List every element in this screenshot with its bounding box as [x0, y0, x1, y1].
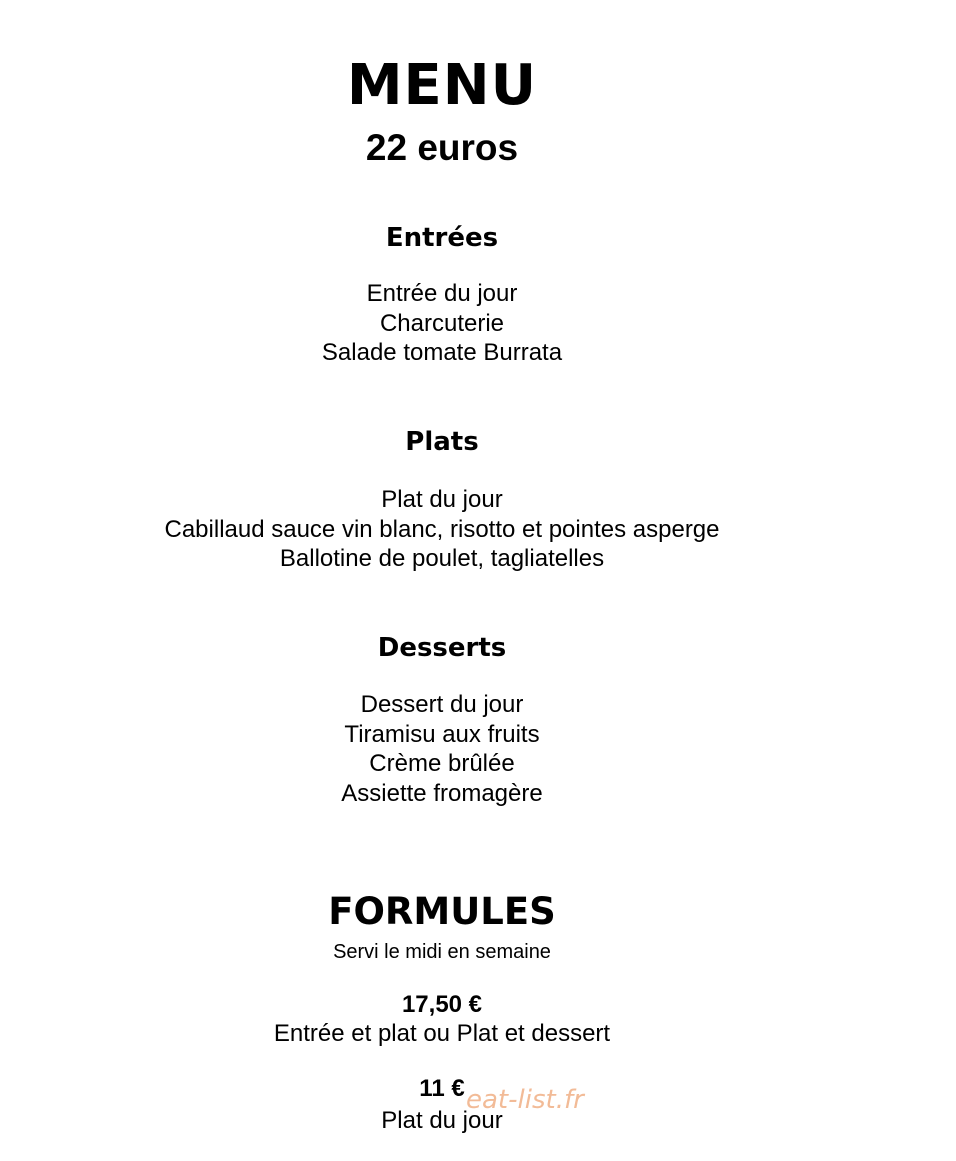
menu-item: Entrée du jour — [366, 280, 518, 307]
menu-item: Crème brûlée — [369, 750, 515, 777]
formule-price: 11 € — [419, 1075, 465, 1102]
menu-title: MENU — [346, 53, 538, 118]
menu-item: Tiramisu aux fruits — [344, 720, 540, 748]
formule-price: 17,50 € — [401, 991, 483, 1018]
formule-description: Entrée et plat ou Plat et dessert — [273, 1020, 611, 1047]
watermark: eat-list.fr — [466, 1085, 584, 1115]
menu-item: Ballotine de poulet, tagliatelles — [279, 545, 605, 572]
menu-item: Assiette fromagère — [341, 779, 543, 807]
menu-item: Cabillaud sauce vin blanc, risotto et pointes asperge — [164, 515, 720, 543]
menu-item: Salade tomate Burrata — [321, 339, 563, 366]
section-items-entrees — [0, 279, 884, 368]
menu-item: Charcuterie — [379, 309, 505, 337]
section-items-desserts — [0, 690, 884, 808]
formule-description: Plat du jour — [381, 1107, 503, 1134]
formules-title: FORMULES — [328, 890, 556, 933]
section-title-plats: Plats — [405, 427, 479, 457]
section-title-entrees: Entrées — [385, 223, 499, 253]
menu-item: Dessert du jour — [360, 691, 524, 718]
formules-subtitle: Servi le midi en semaine — [333, 941, 551, 963]
menu-item: Plat du jour — [381, 486, 503, 513]
menu-price: 22 euros — [365, 127, 519, 168]
section-title-desserts: Desserts — [377, 633, 507, 663]
section-items-plats — [0, 485, 884, 574]
